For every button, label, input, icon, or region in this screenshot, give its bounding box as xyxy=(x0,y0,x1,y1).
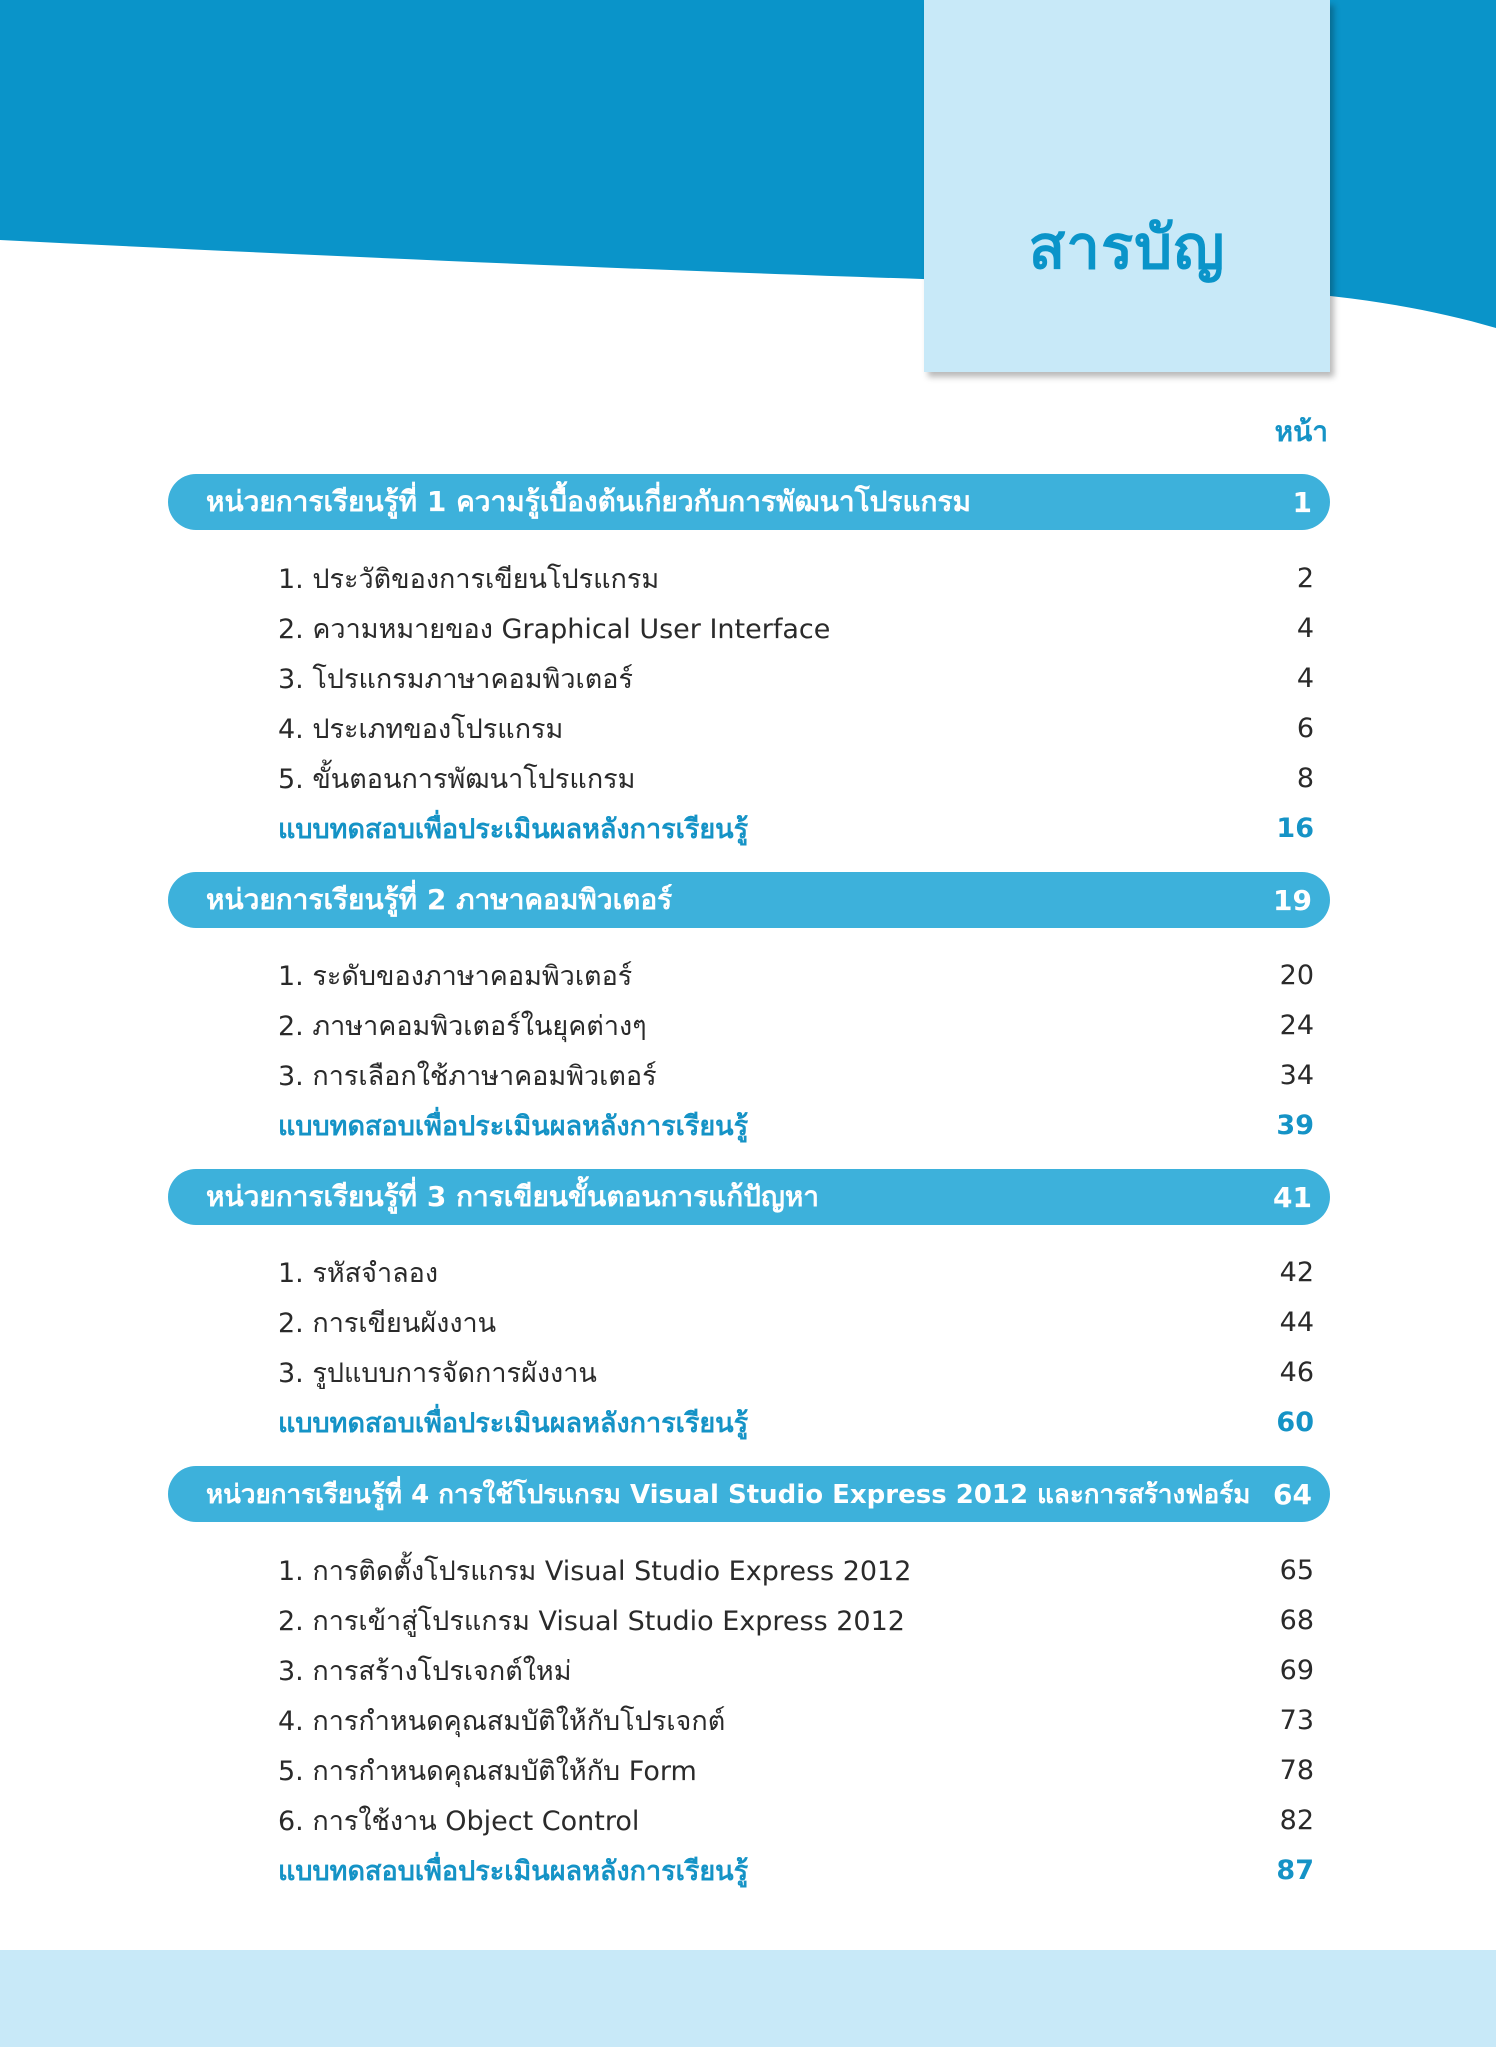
toc-item-page: 20 xyxy=(1279,959,1314,991)
unit-header-1[interactable] xyxy=(168,474,1330,530)
toc-item[interactable] xyxy=(278,603,1314,653)
toc-item[interactable] xyxy=(278,1247,1314,1297)
unit-header-2[interactable] xyxy=(168,872,1330,928)
toc-item-label: 4. ประเภทของโปรแกรม xyxy=(278,713,564,745)
toc-item-label: 2. ความหมายของ Graphical User Interface xyxy=(278,613,831,645)
toc-item-label: 3. รูปแบบการจัดการผังงาน xyxy=(278,1357,597,1389)
toc-item-page: 34 xyxy=(1279,1059,1314,1091)
toc-item[interactable] xyxy=(278,1695,1314,1745)
toc-item-page: 4 xyxy=(1296,662,1314,694)
toc-item-label: 1. รหัสจำลอง xyxy=(278,1257,439,1289)
quiz-page: 87 xyxy=(1276,1854,1314,1886)
toc-item-page: 6 xyxy=(1296,712,1314,744)
toc-item[interactable] xyxy=(278,1347,1314,1397)
toc-item-label: 2. การเขียนผังงาน xyxy=(278,1307,497,1339)
toc-item-label: 2. ภาษาคอมพิวเตอร์ในยุคต่างๆ xyxy=(278,1010,647,1042)
toc-item-page: 8 xyxy=(1296,762,1314,794)
toc-item[interactable] xyxy=(278,1000,1314,1050)
toc-item[interactable] xyxy=(278,1297,1314,1347)
toc-item-label: 1. ระดับของภาษาคอมพิวเตอร์ xyxy=(278,960,633,992)
toc-quiz-item[interactable] xyxy=(278,1397,1314,1447)
toc-item[interactable] xyxy=(278,1050,1314,1100)
toc-item-page: 73 xyxy=(1279,1704,1314,1736)
toc-quiz-item[interactable] xyxy=(278,803,1314,853)
quiz-page: 16 xyxy=(1276,812,1314,844)
unit-header-4[interactable] xyxy=(168,1466,1330,1522)
toc-item-page: 65 xyxy=(1279,1554,1314,1586)
toc-item-page: 4 xyxy=(1296,612,1314,644)
page-title: สารบัญ xyxy=(1028,213,1226,283)
unit-page-number: 1 xyxy=(1292,485,1312,519)
toc-item-page: 42 xyxy=(1279,1256,1314,1288)
unit-page-number: 64 xyxy=(1273,1477,1312,1511)
toc-item-label: 3. การสร้างโปรเจกต์ใหม่ xyxy=(278,1655,572,1687)
toc-item[interactable] xyxy=(278,950,1314,1000)
toc-item-page: 82 xyxy=(1279,1804,1314,1836)
title-box xyxy=(924,0,1330,372)
toc-item-label: 3. โปรแกรมภาษาคอมพิวเตอร์ xyxy=(278,663,633,695)
unit-page-number: 19 xyxy=(1273,883,1312,917)
toc-item[interactable] xyxy=(278,1745,1314,1795)
toc-item-label: 3. การเลือกใช้ภาษาคอมพิวเตอร์ xyxy=(278,1060,657,1092)
toc-item[interactable] xyxy=(278,1545,1314,1595)
toc-item[interactable] xyxy=(278,653,1314,703)
toc-item[interactable] xyxy=(278,1595,1314,1645)
unit-title: หน่วยการเรียนรู้ที่ 4 การใช้โปรแกรม Visual Studio Express 2012 และการสร้างฟอร์ม xyxy=(206,1479,1251,1510)
toc-item-label: 1. ประวัติของการเขียนโปรแกรม xyxy=(278,563,660,595)
toc-item-label: 4. การกำหนดคุณสมบัติให้กับโปรเจกต์ xyxy=(278,1705,726,1737)
toc-item[interactable] xyxy=(278,1795,1314,1845)
quiz-page: 60 xyxy=(1276,1406,1314,1438)
toc-item[interactable] xyxy=(278,553,1314,603)
quiz-label: แบบทดสอบเพื่อประเมินผลหลังการเรียนรู้ xyxy=(278,813,749,845)
toc-item-label: 6. การใช้งาน Object Control xyxy=(278,1805,640,1837)
unit-title: หน่วยการเรียนรู้ที่ 3 การเขียนขั้นตอนการแก้ปัญหา xyxy=(206,1180,819,1213)
toc-item-label: 5. ขั้นตอนการพัฒนาโปรแกรม xyxy=(278,763,636,795)
toc-item[interactable] xyxy=(278,753,1314,803)
unit-header-3[interactable] xyxy=(168,1169,1330,1225)
toc-item[interactable] xyxy=(278,703,1314,753)
unit-title: หน่วยการเรียนรู้ที่ 1 ความรู้เบื้องต้นเกี่ยวกับการพัฒนาโปรแกรม xyxy=(206,485,971,518)
toc-item-page: 44 xyxy=(1279,1306,1314,1338)
quiz-label: แบบทดสอบเพื่อประเมินผลหลังการเรียนรู้ xyxy=(278,1855,749,1887)
unit-page-number: 41 xyxy=(1273,1180,1312,1214)
quiz-label: แบบทดสอบเพื่อประเมินผลหลังการเรียนรู้ xyxy=(278,1110,749,1142)
toc-item-label: 2. การเข้าสู่โปรแกรม Visual Studio Express 2012 xyxy=(278,1605,905,1637)
toc-item-label: 5. การกำหนดคุณสมบัติให้กับ Form xyxy=(278,1755,697,1787)
toc-item-page: 68 xyxy=(1279,1604,1314,1636)
toc-item-page: 46 xyxy=(1279,1356,1314,1388)
toc-item-page: 2 xyxy=(1296,562,1314,594)
quiz-label: แบบทดสอบเพื่อประเมินผลหลังการเรียนรู้ xyxy=(278,1407,749,1439)
toc-quiz-item[interactable] xyxy=(278,1845,1314,1895)
footer-band xyxy=(0,1950,1496,2047)
unit-title: หน่วยการเรียนรู้ที่ 2 ภาษาคอมพิวเตอร์ xyxy=(206,883,673,916)
toc-item[interactable] xyxy=(278,1645,1314,1695)
toc-item-label: 1. การติดตั้งโปรแกรม Visual Studio Express 2012 xyxy=(278,1555,912,1587)
toc-item-page: 24 xyxy=(1279,1009,1314,1041)
quiz-page: 39 xyxy=(1276,1109,1314,1141)
toc-item-page: 78 xyxy=(1279,1754,1314,1786)
toc-quiz-item[interactable] xyxy=(278,1100,1314,1150)
toc-item-page: 69 xyxy=(1279,1654,1314,1686)
page-column-label: หน้า xyxy=(1274,415,1328,448)
